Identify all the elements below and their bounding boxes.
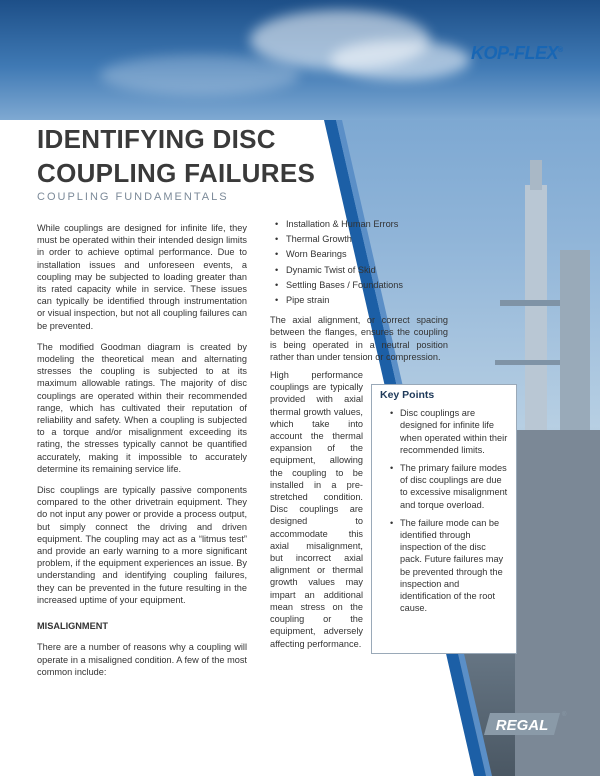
section-heading: MISALIGNMENT <box>37 621 108 632</box>
paragraph: While couplings are designed for infinite life, they must be operated within their intended design limits in order to achieve optimal performance. Due to installation issues and unforeseen events, a coupling may be subjected to loading greater than its rated capacity while in service. These issues can typically be identified through instrumentation or visual inspection, but not all coupling failures can be prevented. <box>37 223 247 331</box>
list-item: • Pipe strain <box>286 294 448 306</box>
page-subtitle: COUPLING FUNDAMENTALS <box>37 191 229 203</box>
paragraph: The axial alignment, or correct spacing between the flanges, ensures the coupling is being operated in a neutral position rather than under tension or compression. <box>270 315 448 362</box>
svg-text:®: ® <box>562 712 567 718</box>
paragraph: The modified Goodman diagram is created by modeling the theoretical mean and alternating stresses the coupling is subjected to at its maximum allowable ratings. The majority of disc couplings are operated within their recommended range, which has cultivated their reputation of reliability and safety. When a coupling is subjected to a torque and/or misalignment exceeding its rating, the stresses typically cannot be quantified accurately, making it impossible to accurately determine its remaining service life. <box>37 341 247 474</box>
paragraph: There are a number of reasons why a coupling will operate in a misaligned condition. A few of the most common include: <box>37 642 247 677</box>
list-item: • Settling Bases / Foundations <box>286 279 448 291</box>
key-points-title: Key Points <box>380 389 435 401</box>
paragraph: High performance couplings are typically provided with axial thermal growth values, which take into account the thermal expansion of the equipment, allowing the coupling to be installed in a pre-stretched condition. Disc couplings are designed to accommodate this axial misalignment, but incorrect axial alignment or thermal growth values may impart an additional mean stress on the coupling or the equipment, adversely affecting performance. <box>270 370 363 649</box>
key-points-box <box>371 384 517 654</box>
svg-text:REGAL: REGAL <box>495 717 549 734</box>
key-point: • Disc couplings are designed for infinite life when operated within their recommended limits. <box>400 407 508 456</box>
cause-list <box>270 218 448 306</box>
left-column <box>37 222 247 687</box>
list-item: • Installation & Human Errors <box>286 218 448 230</box>
key-point: • The primary failure modes of disc couplings are due to excessive misalignment and torque overload. <box>400 462 508 511</box>
regal-logo <box>482 709 567 739</box>
kop-flex-logo: KOP-FLEX® <box>471 43 563 63</box>
page-title: IDENTIFYING DISC COUPLING FAILURES <box>37 124 316 188</box>
list-item: • Thermal Growth <box>286 233 448 245</box>
paragraph: Disc couplings are typically passive components compared to the other drivetrain equipment. They do not input any power or provide a process output, but simply connect the driving and driven equipment. The coupling may act as a “litmus test” and provide an early warning to a more significant problem, if the equipment experiences an issue. By understanding and identifying coupling failures, they can be prevented in the future resulting in the increased uptime of your equipment. <box>37 485 247 605</box>
list-item: • Worn Bearings <box>286 248 448 260</box>
list-item: • Dynamic Twist of Skid <box>286 264 448 276</box>
key-point: • The failure mode can be identified through inspection of the disc pack. Future failures may be prevented through the inspection and identification of the root cause. <box>400 517 508 615</box>
